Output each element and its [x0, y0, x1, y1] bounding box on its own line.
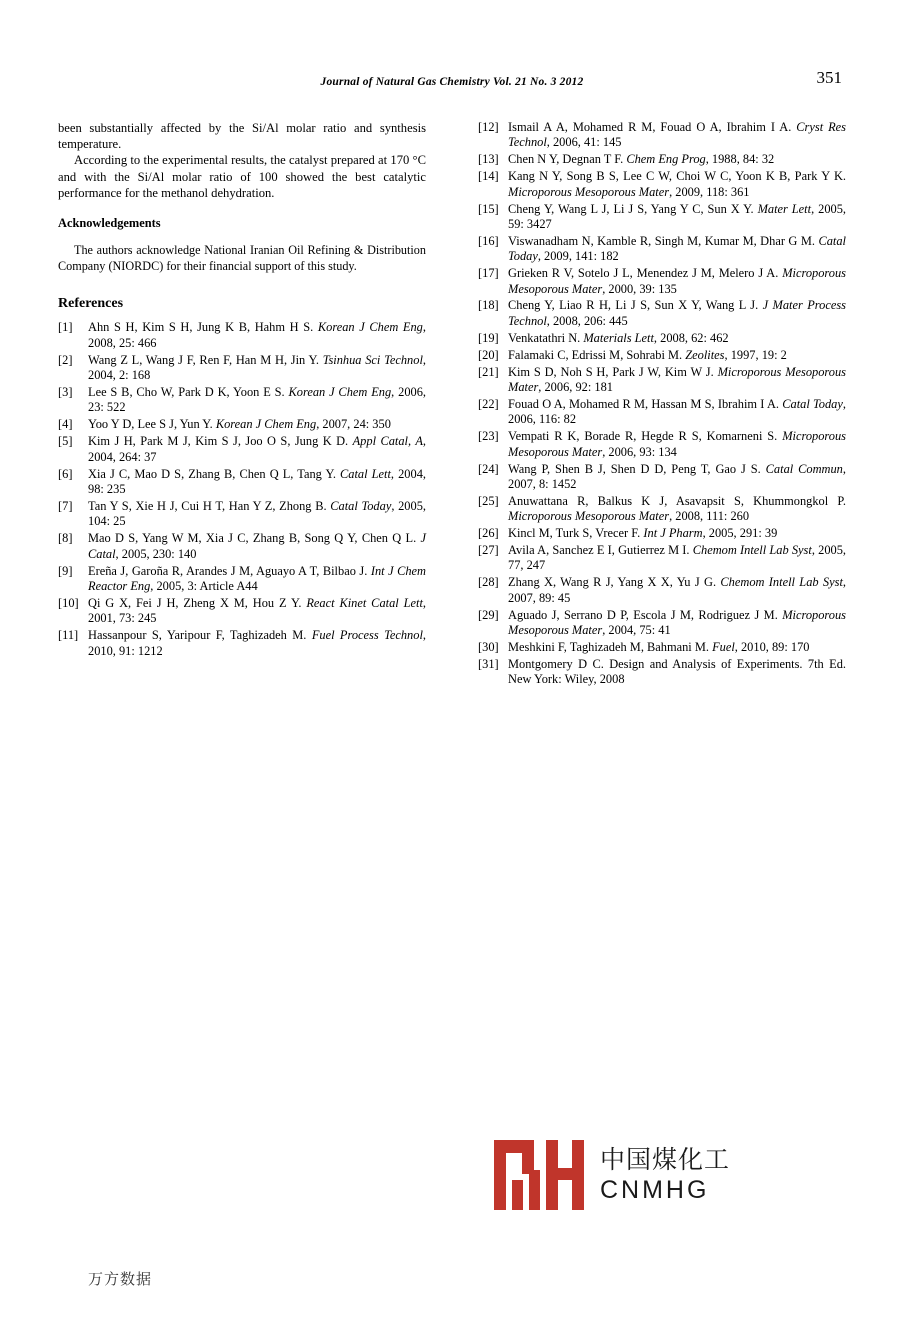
- reference-number: [31]: [478, 656, 499, 671]
- reference-citation-detail: , 2008, 62: 462: [653, 330, 729, 345]
- publisher-logo: [494, 1140, 731, 1212]
- reference-source: React Kinet Catal Lett: [306, 595, 423, 610]
- reference-source: Cryst Res Technol: [508, 120, 847, 150]
- reference-authors: Meshkini F, Taghizadeh M, Bahmani M.: [508, 640, 713, 654]
- reference-item: [58, 434, 426, 465]
- reference-item: [478, 608, 846, 639]
- reference-authors: Hassanpour S, Yaripour F, Taghizadeh M.: [88, 628, 312, 643]
- reference-item: [478, 331, 846, 346]
- reference-item: [58, 385, 426, 416]
- reference-citation-detail: , 2001, 73: 245: [88, 595, 426, 626]
- reference-item: [478, 462, 846, 493]
- reference-authors: Kincl M, Turk S, Vrecer F.: [508, 526, 644, 541]
- reference-item: [478, 429, 846, 460]
- acknowledgements-heading: Acknowledgements: [58, 216, 161, 231]
- reference-number: [25]: [478, 493, 499, 508]
- reference-number: [2]: [58, 352, 73, 367]
- reference-authors: Ereña J, Garoña R, Arandes J M, Aguayo A T, Bilbao J.: [88, 563, 371, 578]
- reference-item: [478, 298, 846, 329]
- reference-number: [13]: [478, 152, 499, 167]
- reference-authors: Aguado J, Serrano D P, Escola J M, Rodriguez J M.: [508, 607, 783, 622]
- running-header: [0, 72, 904, 90]
- reference-citation-detail: , 2005, 104: 25: [88, 498, 426, 529]
- reference-authors: Montgomery D C. Design and Analysis of Experiments. 7th Ed. New York: Wiley, 2008: [508, 656, 846, 687]
- reference-item: [478, 152, 846, 167]
- reference-authors: Mao D S, Yang W M, Xia J C, Zhang B, Song Q Y, Chen Q L.: [88, 531, 421, 546]
- reference-list-right: [478, 120, 846, 688]
- reference-item: [478, 575, 846, 606]
- reference-number: [11]: [58, 628, 79, 643]
- reference-number: [20]: [478, 347, 499, 362]
- reference-list-left: [58, 320, 426, 659]
- reference-authors: Tan Y S, Xie H J, Cui H T, Han Y Z, Zhong B.: [88, 498, 331, 513]
- reference-source: Int J Pharm: [643, 526, 703, 541]
- reference-number: [27]: [478, 543, 499, 558]
- reference-citation-detail: , 2010, 89: 170: [734, 640, 810, 654]
- reference-citation-detail: , 2006, 92: 181: [538, 380, 613, 394]
- reference-source: Catal Today: [782, 396, 843, 411]
- right-column: [478, 120, 846, 689]
- reference-item: [478, 543, 846, 574]
- reference-source: Microporous Mesoporous Mater: [508, 184, 670, 199]
- database-watermark: 万方数据: [88, 1270, 153, 1288]
- reference-source: Mater Lett: [757, 201, 812, 216]
- reference-citation-detail: , 2008, 25: 466: [88, 320, 426, 350]
- reference-item: [478, 169, 846, 200]
- reference-number: [24]: [478, 461, 499, 476]
- cnmhg-logo-mark: [494, 1140, 594, 1210]
- reference-citation-detail: , 2005, 230: 140: [115, 546, 197, 561]
- reference-source: Korean J Chem Eng: [215, 417, 317, 432]
- reference-item: [478, 640, 846, 655]
- reference-item: [478, 202, 846, 233]
- reference-citation-detail: , 2005, 77, 247: [508, 543, 847, 573]
- reference-authors: Xia J C, Mao D S, Zhang B, Chen Q L, Tang Y.: [88, 466, 341, 481]
- reference-item: [58, 499, 426, 530]
- reference-number: [19]: [478, 330, 499, 345]
- reference-citation-detail: , 2008, 206: 445: [546, 313, 628, 328]
- reference-item: [58, 596, 426, 627]
- reference-source: Catal Today: [508, 233, 846, 264]
- reference-source: J Mater Process Technol: [508, 298, 847, 328]
- reference-citation-detail: , 2009, 118: 361: [669, 184, 750, 199]
- reference-authors: Avila A, Sanchez E I, Gutierrez M I.: [508, 543, 693, 558]
- reference-authors: Vempati R K, Borade R, Hegde R S, Komarneni S.: [508, 429, 783, 444]
- reference-authors: Grieken R V, Sotelo J L, Menendez J M, Melero J A.: [508, 266, 783, 281]
- reference-item: [58, 320, 426, 351]
- left-column: [58, 120, 426, 660]
- reference-number: [7]: [58, 498, 73, 513]
- reference-source: Chemom Intell Lab Syst: [720, 575, 843, 590]
- reference-item: [58, 417, 426, 432]
- reference-citation-detail: , 2004, 264: 37: [88, 434, 426, 464]
- reference-citation-detail: , 2009, 141: 182: [537, 249, 619, 264]
- reference-number: [18]: [478, 298, 499, 313]
- paragraph-conclusion: According to the experimental results, the catalyst prepared at 170 °C and with the Si/Al molar ratio of 100 showed the best catalytic performance for the methanol dehydration.: [58, 153, 426, 200]
- reference-number: [6]: [58, 466, 73, 481]
- reference-source: Fuel Process Technol: [311, 628, 423, 643]
- reference-citation-detail: , 2004, 75: 41: [602, 623, 671, 638]
- reference-authors: Kim S D, Noh S H, Park J W, Kim W J.: [508, 364, 718, 379]
- reference-item: [58, 531, 426, 562]
- reference-number: [28]: [478, 575, 499, 590]
- reference-citation-detail: , 1997, 19: 2: [724, 347, 787, 362]
- reference-citation-detail: , 2004, 2: 168: [88, 352, 427, 383]
- reference-number: [9]: [58, 563, 73, 578]
- acknowledgements-text: The authors acknowledge National Iranian Oil Refining & Distribution Company (NIORDC) for their financial support of this study.: [58, 243, 426, 273]
- reference-item: [478, 365, 846, 396]
- reference-authors: Anuwattana R, Balkus K J, Asavapsit S, Khummongkol P.: [508, 493, 846, 508]
- reference-authors: Cheng Y, Liao R H, Li J S, Sun X Y, Wang L J.: [508, 298, 763, 313]
- journal-title: Journal of Natural Gas Chemistry Vol. 21 No. 3 2012: [320, 76, 584, 88]
- reference-number: [15]: [478, 201, 499, 216]
- reference-item: [478, 120, 846, 151]
- paragraph-continuation: been substantially affected by the Si/Al molar ratio and synthesis temperature.: [58, 121, 426, 152]
- reference-citation-detail: , 2008, 111: 260: [669, 509, 750, 524]
- reference-authors: Ismail A A, Mohamed R M, Fouad O A, Ibrahim I A.: [508, 120, 797, 134]
- reference-item: [478, 657, 846, 688]
- reference-item: [478, 234, 846, 265]
- reference-number: [5]: [58, 434, 73, 449]
- reference-source: Catal Today: [330, 498, 392, 513]
- reference-number: [23]: [478, 429, 499, 444]
- reference-source: Tsinhua Sci Technol: [322, 352, 423, 367]
- logo-chinese-text: 中国煤化工: [600, 1145, 731, 1174]
- reference-authors: Lee S B, Cho W, Park D K, Yoon E S.: [88, 385, 289, 400]
- reference-citation-detail: , 2006, 41: 145: [546, 135, 622, 150]
- reference-citation-detail: , 2006, 116: 82: [508, 396, 846, 427]
- reference-authors: Viswanadham N, Kamble R, Singh M, Kumar M, Dhar G M.: [508, 233, 819, 248]
- reference-authors: Falamaki C, Edrissi M, Sohrabi M.: [508, 347, 686, 362]
- reference-item: [478, 266, 846, 297]
- reference-citation-detail: , 2007, 8: 1452: [508, 461, 846, 491]
- reference-number: [16]: [478, 233, 499, 248]
- reference-source: Microporous Mesoporous Mater: [508, 364, 846, 394]
- reference-number: [17]: [478, 266, 499, 281]
- reference-authors: Cheng Y, Wang L J, Li J S, Yang Y C, Sun X Y.: [508, 201, 758, 216]
- reference-citation-detail: , 2005, 59: 3427: [508, 201, 847, 231]
- reference-source: Microporous Mesoporous Mater: [508, 509, 670, 524]
- reference-number: [4]: [58, 417, 73, 432]
- reference-citation-detail: , 2007, 24: 350: [316, 417, 391, 432]
- reference-source: Zeolites: [685, 347, 725, 362]
- reference-number: [12]: [478, 120, 499, 134]
- reference-source: Korean J Chem Eng: [317, 320, 423, 335]
- reference-source: Chem Eng Prog: [626, 152, 706, 167]
- reference-citation-detail: , 2005, 3: Article A44: [150, 578, 258, 593]
- reference-authors: Ahn S H, Kim S H, Jung K B, Hahm H S.: [88, 320, 318, 335]
- reference-authors: Yoo Y D, Lee S J, Yun Y.: [88, 417, 216, 432]
- reference-number: [21]: [478, 364, 499, 379]
- reference-citation-detail: , 2004, 98: 235: [88, 466, 426, 496]
- reference-item: [58, 564, 426, 595]
- reference-authors: Qi G X, Fei J H, Zheng X M, Hou Z Y.: [88, 595, 307, 610]
- reference-number: [29]: [478, 607, 499, 622]
- reference-source: Fuel: [712, 640, 735, 654]
- reference-number: [8]: [58, 531, 73, 546]
- reference-source: Chemom Intell Lab Syst: [692, 543, 812, 558]
- reference-item: [58, 353, 426, 384]
- reference-authors: Chen N Y, Degnan T F.: [508, 152, 627, 167]
- reference-number: [1]: [58, 320, 73, 335]
- reference-citation-detail: , 2007, 89: 45: [508, 575, 847, 605]
- reference-citation-detail: , 2006, 93: 134: [602, 444, 677, 459]
- reference-item: [58, 628, 426, 659]
- reference-number: [3]: [58, 385, 73, 400]
- reference-citation-detail: , 2000, 39: 135: [602, 281, 677, 296]
- reference-authors: Kang N Y, Song B S, Lee C W, Choi W C, Yoon K B, Park Y K.: [508, 169, 846, 184]
- reference-citation-detail: , 2010, 91: 1212: [88, 628, 427, 658]
- reference-item: [58, 467, 426, 498]
- reference-source: Int J Chem Reactor Eng: [88, 563, 427, 593]
- reference-item: [478, 494, 846, 525]
- references-heading: References: [58, 296, 124, 312]
- reference-item: [478, 526, 846, 541]
- reference-citation-detail: , 2005, 291: 39: [702, 526, 778, 541]
- reference-source: Microporous Mesoporous Mater: [508, 266, 846, 296]
- reference-number: [26]: [478, 526, 499, 541]
- reference-number: [22]: [478, 396, 499, 411]
- reference-item: [478, 397, 846, 428]
- page-number: 351: [816, 68, 842, 87]
- reference-authors: Fouad O A, Mohamed R M, Hassan M S, Ibrahim I A.: [508, 396, 783, 411]
- reference-number: [14]: [478, 169, 499, 184]
- reference-citation-detail: , 2006, 23: 522: [88, 385, 427, 415]
- reference-authors: Venkatathri N.: [508, 330, 584, 345]
- reference-source: Catal Lett: [340, 466, 391, 481]
- reference-authors: Kim J H, Park M J, Kim S J, Joo O S, Jung K D.: [88, 434, 353, 449]
- reference-source: Microporous Mesoporous Mater: [508, 607, 846, 638]
- reference-number: [30]: [478, 640, 499, 654]
- reference-source: Materials Lett: [583, 330, 654, 345]
- reference-source: Catal Commun: [765, 461, 843, 476]
- reference-item: [478, 348, 846, 363]
- reference-authors: Zhang X, Wang R J, Yang X X, Yu J G.: [508, 575, 721, 590]
- reference-source: Appl Catal, A: [352, 434, 423, 449]
- reference-citation-detail: , 1988, 84: 32: [705, 152, 775, 167]
- reference-source: J Catal: [88, 531, 426, 561]
- reference-authors: Wang P, Shen B J, Shen D D, Peng T, Gao J S.: [508, 461, 766, 476]
- logo-english-text: CNMHG: [600, 1176, 710, 1204]
- reference-source: Microporous Mesoporous Mater: [508, 429, 846, 459]
- reference-source: Korean J Chem Eng: [288, 385, 392, 400]
- reference-number: [10]: [58, 595, 79, 610]
- reference-authors: Wang Z L, Wang J F, Ren F, Han M H, Jin Y.: [88, 352, 323, 367]
